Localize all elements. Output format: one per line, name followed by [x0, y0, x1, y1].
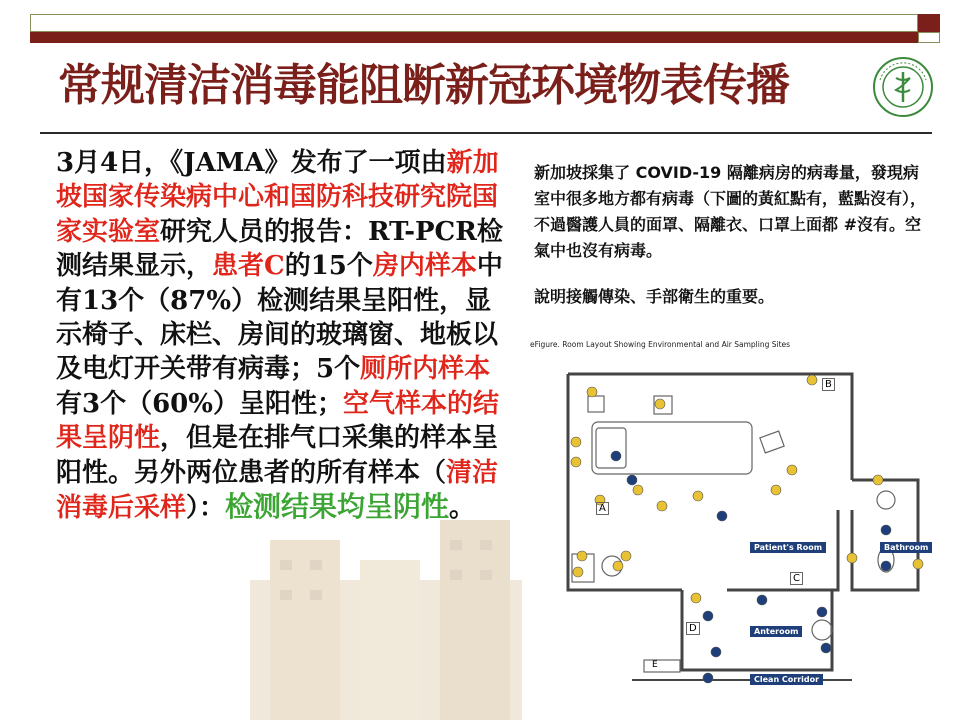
- positive-sample-dot: [657, 501, 667, 511]
- negative-sample-dot: [821, 643, 831, 653]
- figure-caption: eFigure. Room Layout Showing Environmental and Air Sampling Sites: [530, 340, 791, 349]
- article-highlight: 厕所内样本: [360, 354, 491, 385]
- zone-marker-a: A: [596, 502, 609, 515]
- positive-sample-dot: [613, 561, 623, 571]
- positive-sample-dot: [691, 593, 701, 603]
- negative-sample-dot: [711, 647, 721, 657]
- negative-sample-dot: [627, 475, 637, 485]
- positive-sample-dot: [771, 485, 781, 495]
- side-note-paragraph: 新加坡採集了 COVID-19 隔離病房的病毒量，發現病室中很多地方都有病毒（下圖的黃紅點有，藍點沒有），不過醫護人員的面罩、隔離衣、口罩上面都 #沒有。空氣中也沒有病毒。: [534, 163, 927, 260]
- article-paragraph: [56, 146, 510, 525]
- negative-sample-dot: [703, 611, 713, 621]
- positive-sample-dot: [655, 399, 665, 409]
- positive-sample-dot: [587, 387, 597, 397]
- negative-sample-dot: [717, 511, 727, 521]
- positive-sample-dot: [693, 491, 703, 501]
- positive-sample-dot: [621, 551, 631, 561]
- side-note: [534, 160, 934, 310]
- article-text: 中有13个（87%）检测结果呈阳性，显示椅子、床栏、房间的玻璃窗、地板以及电灯开关带有病毒；5个: [56, 251, 503, 385]
- positive-sample-dot: [873, 475, 883, 485]
- patients-room-label: Patient's Room: [750, 542, 826, 553]
- positive-sample-dot: [807, 375, 817, 385]
- article-text: ，但是在排气口采集的样本呈阳性。另外两位患者的所有样本（: [56, 423, 499, 488]
- positive-sample-dot: [577, 551, 587, 561]
- top-decor-bar-dark: [30, 32, 918, 43]
- article-highlight: 房内样本: [372, 251, 477, 282]
- zone-marker-c: C: [790, 572, 803, 585]
- room-layout-figure: [522, 330, 956, 720]
- top-decor-bar: [30, 14, 918, 32]
- article-highlight: 新加坡国家传染病中心和国防科技研究院国家实验室: [56, 148, 499, 247]
- background-building-image: [250, 520, 530, 720]
- clean-corridor-label: Clean Corridor: [750, 674, 823, 685]
- negative-sample-dot: [703, 673, 713, 683]
- top-decor-square: [918, 14, 940, 32]
- zone-marker-e: E: [652, 660, 658, 670]
- bathroom-label: Bathroom: [880, 542, 932, 553]
- anteroom-label: Anteroom: [750, 626, 802, 637]
- positive-sample-dot: [847, 553, 857, 563]
- negative-sample-dot: [881, 525, 891, 535]
- article-text: ）：: [186, 493, 226, 524]
- positive-sample-dot: [573, 567, 583, 577]
- negative-sample-dot: [881, 561, 891, 571]
- article-text: 。: [449, 493, 476, 524]
- zone-marker-b: B: [822, 378, 835, 391]
- article-text: 的15个: [284, 251, 373, 282]
- negative-sample-dot: [611, 451, 621, 461]
- organization-seal-logo: [872, 56, 934, 118]
- article-text: 有3个（60%）呈阳性；: [56, 388, 343, 419]
- negative-sample-dot: [757, 595, 767, 605]
- slide-title: 常规清洁消毒能阻断新冠环境物表传播: [58, 60, 789, 111]
- article-highlight: 空气样本的结果呈阴性: [56, 388, 499, 454]
- title-divider: [40, 132, 932, 134]
- top-decor-square-outline: [918, 32, 940, 43]
- positive-sample-dot: [633, 485, 643, 495]
- article-text: 3月4日，《JAMA》发布了一项由: [56, 148, 447, 178]
- positive-sample-dot: [787, 465, 797, 475]
- article-text: 研究人员的报告：RT-PCR检测结果显示，: [56, 216, 503, 282]
- positive-sample-dot: [571, 457, 581, 467]
- article-highlight: 清洁消毒后采样: [56, 457, 499, 524]
- positive-sample-dot: [913, 559, 923, 569]
- sample-points-layer: [522, 330, 956, 720]
- article-highlight: 患者C: [212, 251, 285, 282]
- positive-sample-dot: [571, 437, 581, 447]
- zone-marker-d: D: [686, 622, 700, 635]
- negative-sample-dot: [817, 607, 827, 617]
- side-note-paragraph: 說明接觸傳染、手部衛生的重要。: [534, 287, 775, 306]
- article-conclusion: 检测结果均呈阴性: [225, 490, 450, 524]
